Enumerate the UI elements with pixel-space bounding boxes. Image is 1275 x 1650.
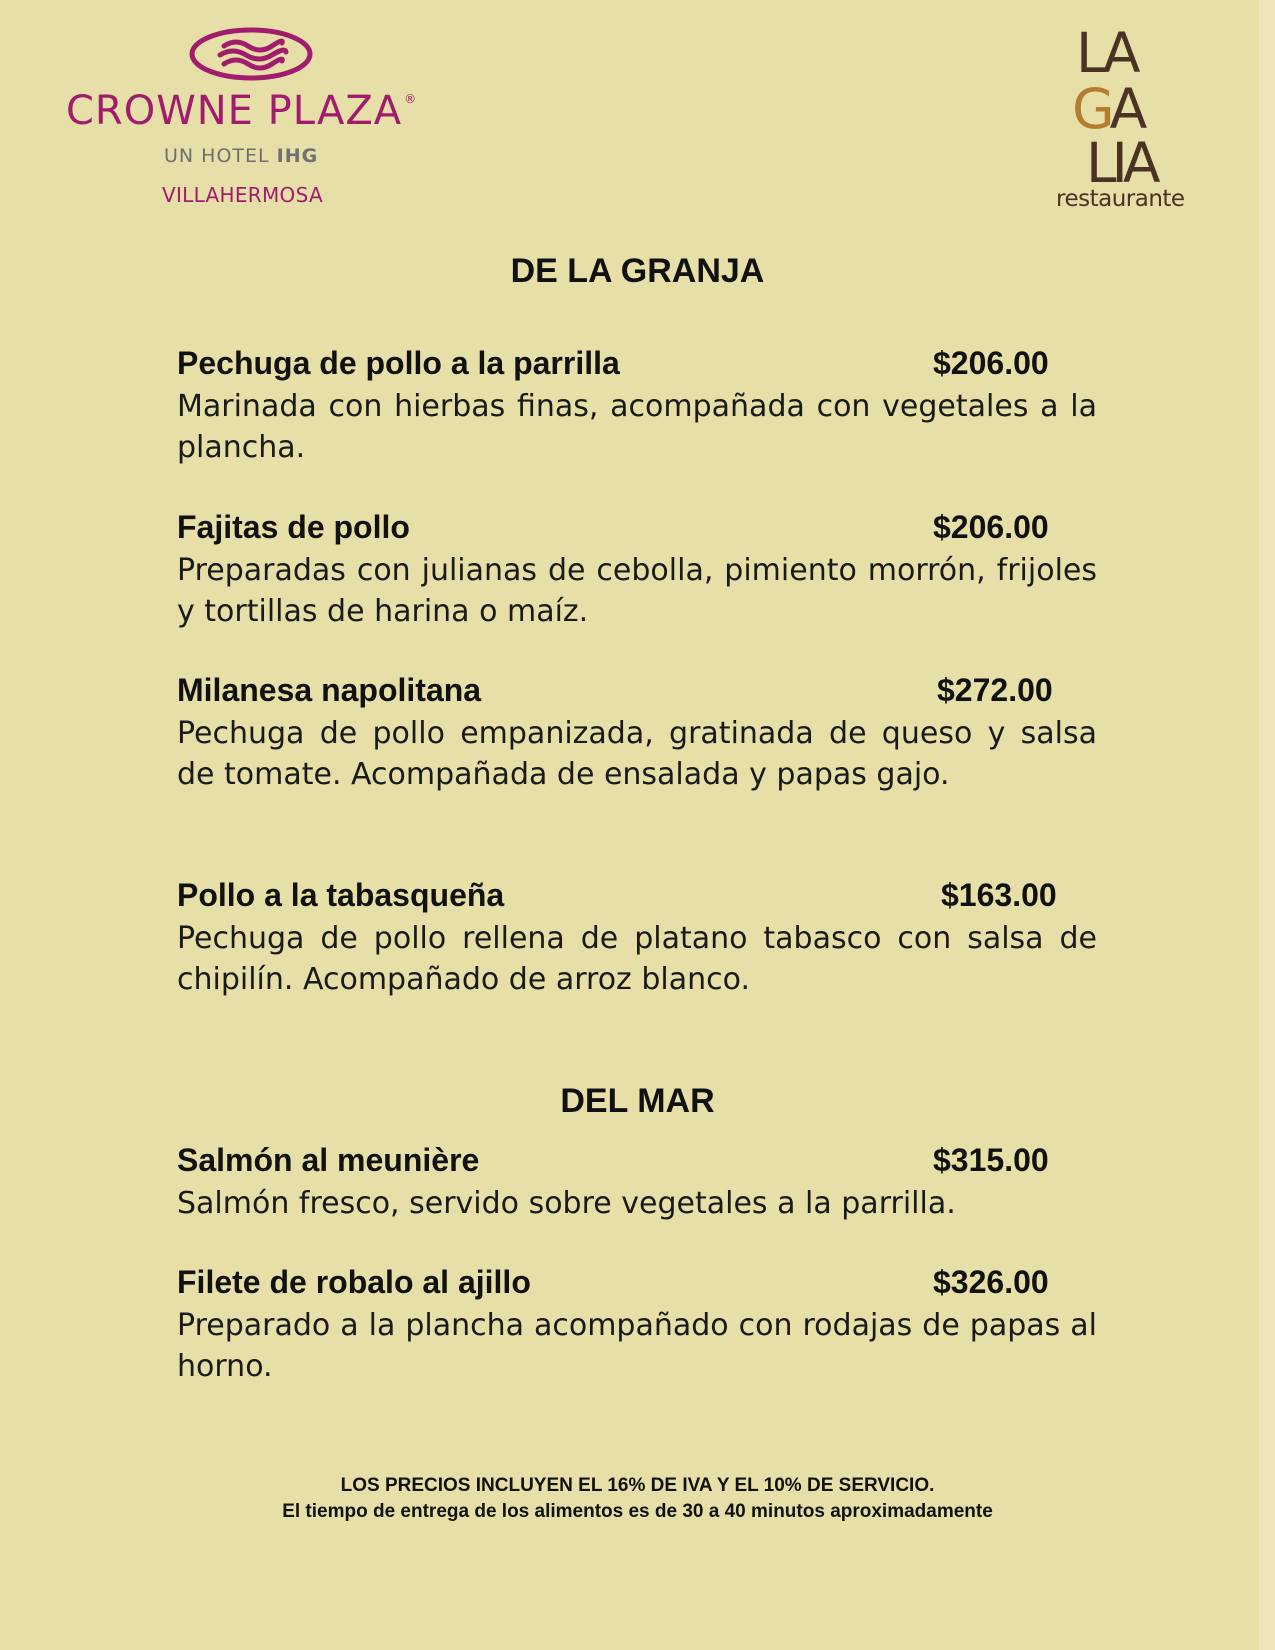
menu-item-description: Marinada con hierbas finas, acompañada con vegetales a la plancha. — [177, 389, 1097, 465]
menu-item-description: Preparadas con julianas de cebolla, pimiento morrón, frijoles y tortillas de harina o maíz. — [177, 553, 1097, 629]
menu-item-price: $163.00 — [941, 877, 1057, 913]
crowne-plaza-logo — [66, 26, 446, 216]
menu-item-name: Pollo a la tabasqueña — [177, 877, 505, 913]
section-title-granja: DE LA GRANJA — [510, 252, 765, 290]
menu-item-price: $315.00 — [933, 1142, 1049, 1178]
footer-delivery-note: El tiempo de entrega de los alimentos es de 30 a 40 minutos aproximadamente — [282, 1501, 993, 1522]
ihg-brand: IHG — [276, 145, 319, 167]
menu-item-description: Salmón fresco, servido sobre vegetales a la parrilla. — [177, 1186, 956, 1221]
la-galia-logo-line2: GA — [1072, 77, 1143, 141]
menu-item-name: Milanesa napolitana — [177, 672, 482, 708]
menu-item-description: Pechuga de pollo rellena de platano tabasco con salsa de chipilín. Acompañado de arroz blanco. — [177, 921, 1097, 997]
section-title-mar: DEL MAR — [560, 1082, 715, 1120]
footer-prices-note: LOS PRECIOS INCLUYEN EL 16% DE IVA Y EL 10% DE SERVICIO. — [340, 1475, 935, 1496]
menu-item-name: Pechuga de pollo a la parrilla — [177, 345, 620, 381]
menu-item-price: $272.00 — [937, 672, 1053, 708]
menu-item-price: $206.00 — [933, 345, 1049, 381]
crowne-plaza-name: CROWNE PLAZA ® — [66, 88, 418, 134]
la-galia-subtitle: restaurante — [1056, 186, 1185, 212]
crowne-plaza-tagline: UN HOTEL IHG — [164, 145, 319, 167]
menu-item-name: Salmón al meunière — [177, 1142, 480, 1178]
menu-item-price: $206.00 — [933, 509, 1049, 545]
footer-note — [0, 1473, 1275, 1525]
menu-item-name: Fajitas de pollo — [177, 509, 410, 545]
menu-item-name: Filete de robalo al ajillo — [177, 1264, 531, 1300]
la-galia-logo-line1: LA — [1076, 21, 1136, 85]
menu-item-description: Preparado a la plancha acompañado con rodajas de papas al horno. — [177, 1308, 1097, 1384]
page-edge-strip — [1259, 0, 1275, 1650]
la-galia-logo — [1056, 21, 1206, 216]
registered-mark: ® — [404, 92, 418, 106]
crowne-plaza-wave-icon — [188, 26, 314, 82]
menu-item-price: $326.00 — [933, 1264, 1049, 1300]
crowne-plaza-city: VILLAHERMOSA — [162, 183, 323, 207]
menu-item-description: Pechuga de pollo empanizada, gratinada de queso y salsa de tomate. Acompañada de ensalada y papas gajo. — [177, 716, 1097, 792]
la-galia-logo-line3: LIA — [1086, 131, 1156, 195]
